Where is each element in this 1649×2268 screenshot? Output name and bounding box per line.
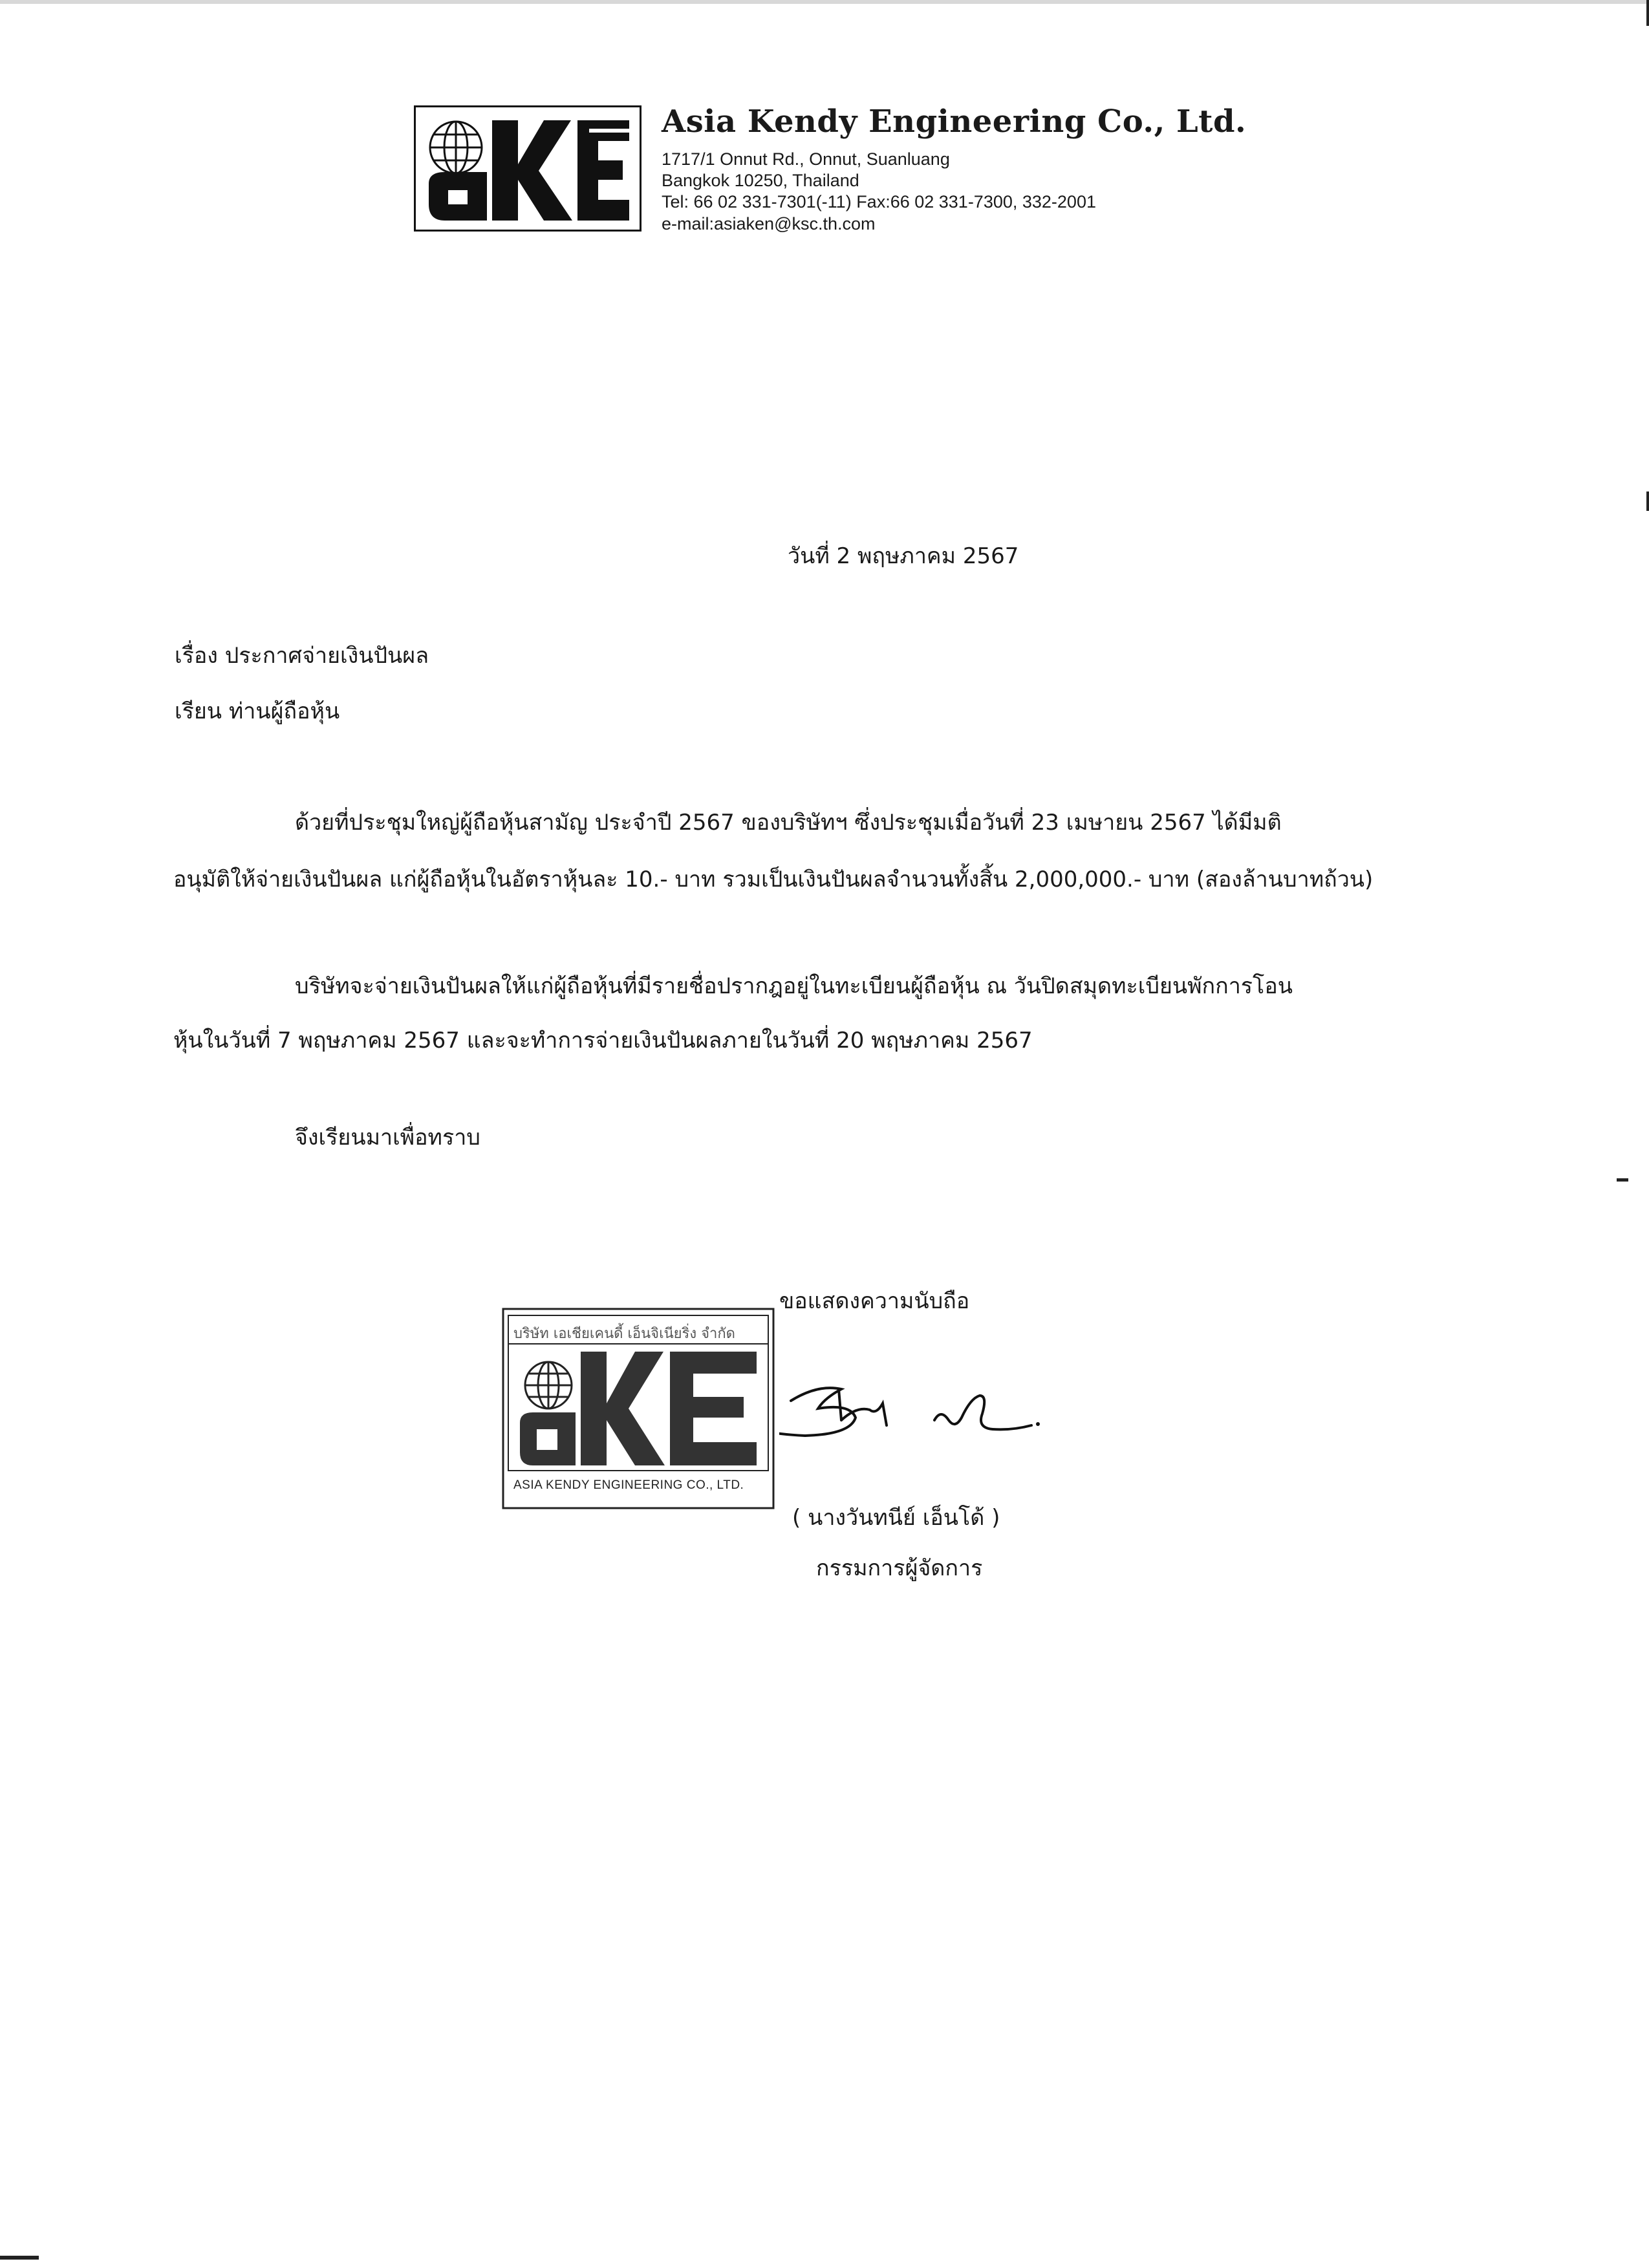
paragraph-1-line-2: อนุมัติให้จ่ายเงินปันผล แก่ผู้ถือหุ้นในอัตราหุ้นละ 10.- บาท รวมเป็นเงินปันผลจำนวนทั้งสิ้น 2,000,000.- บาท (สองล้านบาทถ้วน) — [173, 867, 1374, 892]
company-email: e-mail:asiaken@ksc.th.com — [662, 214, 876, 233]
company-logo — [414, 105, 641, 232]
stamp-english-text: ASIA KENDY ENGINEERING CO., LTD. — [513, 1478, 744, 1492]
signer-name: ( นางวันทนีย์ เอ็นโด้ ) — [792, 1505, 1000, 1531]
regards-text: ขอแสดงความนับถือ — [779, 1288, 970, 1314]
letter-recipient: เรียน ท่านผู้ถือหุ้น — [175, 698, 340, 724]
company-name: Asia Kendy Engineering Co., Ltd. — [662, 103, 1247, 140]
globe-icon — [430, 122, 482, 173]
company-address: 1717/1 Onnut Rd., Onnut, Suanluang — [662, 149, 950, 169]
letter-closing: จึงเรียนมาเพื่อทราบ — [295, 1125, 480, 1150]
paragraph-1-line-1: ด้วยที่ประชุมใหญ่ผู้ถือหุ้นสามัญ ประจำปี 2567 ของบริษัทฯ ซึ่งประชุมเมื่อวันที่ 23 เมษายน 2567 ได้มีมติ — [295, 810, 1282, 836]
scan-mark — [1617, 1178, 1628, 1182]
signer-title: กรรมการผู้จัดการ — [816, 1555, 983, 1581]
scan-edge-top — [0, 0, 1649, 4]
paragraph-2-line-1: บริษัทจะจ่ายเงินปันผลให้แก่ผู้ถือหุ้นที่มีรายชื่อปรากฎอยู่ในทะเบียนผู้ถือหุ้น ณ วันปิดสมุดทะเบียนพักการโอน — [295, 973, 1293, 999]
letter-subject: เรื่อง ประกาศจ่ายเงินปันผล — [175, 643, 429, 669]
scan-edge-right — [1646, 0, 1649, 2268]
scan-mark — [0, 2256, 39, 2260]
paragraph-2-line-2: หุ้นในวันที่ 7 พฤษภาคม 2567 และจะทำการจ่ายเงินปันผลภายในวันที่ 20 พฤษภาคม 2567 — [173, 1028, 1033, 1053]
company-address: Bangkok 10250, Thailand — [662, 171, 859, 190]
ake-logo-icon — [416, 107, 640, 230]
handwritten-signature — [779, 1358, 1057, 1462]
company-stamp — [498, 1306, 776, 1513]
company-phone-fax: Tel: 66 02 331-7301(-11) Fax:66 02 331-7300, 332-2001 — [662, 192, 1096, 211]
stamp-thai-text: บริษัท เอเชียเคนดี้ เอ็นจิเนียริ่ง จำกัด — [513, 1326, 735, 1342]
letter-date: วันที่ 2 พฤษภาคม 2567 — [788, 543, 1019, 569]
